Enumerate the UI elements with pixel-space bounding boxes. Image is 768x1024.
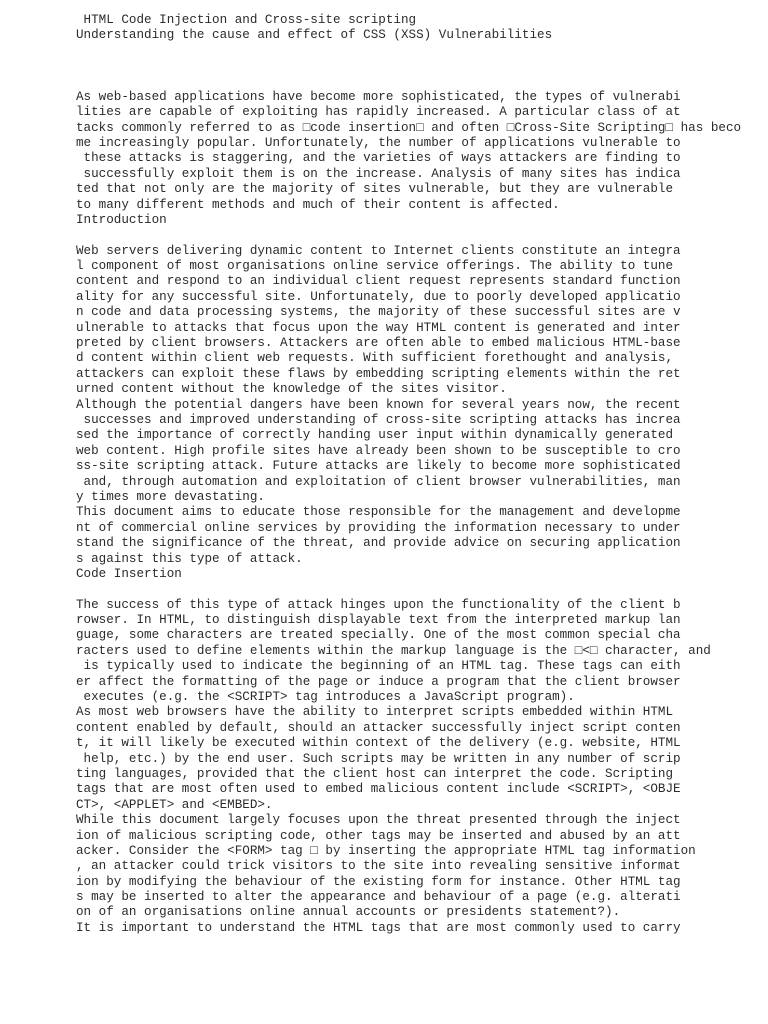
- text-line: Although the potential dangers have been known for several years now, the recent: [76, 397, 681, 412]
- abstract-paragraph: [76, 90, 766, 213]
- text-line: Web servers delivering dynamic content to Internet clients constitute an integra: [76, 243, 681, 258]
- text-line: er affect the formatting of the page or induce a program that the client browser: [76, 674, 681, 689]
- text-line: successfully exploit them is on the increase. Analysis of many sites has indica: [76, 166, 681, 181]
- text-line: me increasingly popular. Unfortunately, the number of applications vulnerable to: [76, 135, 681, 150]
- text-line: tags that are most often used to embed malicious content include <SCRIPT>, <OBJE: [76, 782, 681, 797]
- text-line: ion by modifying the behaviour of the existing form for instance. Other HTML tag: [76, 874, 681, 889]
- text-line: stand the significance of the threat, and provide advice on securing application: [76, 536, 681, 551]
- text-line: to many different methods and much of their content is affected.: [76, 197, 560, 212]
- text-line: help, etc.) by the end user. Such scripts may be written in any number of scrip: [76, 751, 681, 766]
- text-line: ion of malicious scripting code, other tags may be inserted and abused by an att: [76, 828, 681, 843]
- text-line: s against this type of attack.: [76, 551, 303, 566]
- text-line: web content. High profile sites have already been shown to be susceptible to cro: [76, 443, 681, 458]
- text-line: , an attacker could trick visitors to the site into revealing sensitive informat: [76, 859, 681, 874]
- text-line: successes and improved understanding of cross-site scripting attacks has increa: [76, 412, 681, 427]
- spacer: [76, 44, 766, 90]
- text-line: ss-site scripting attack. Future attacks are likely to become more sophisticated: [76, 459, 681, 474]
- text-line: d content within client web requests. With sufficient forethought and analysis,: [76, 351, 674, 366]
- text-line: is typically used to indicate the beginning of an HTML tag. These tags can eith: [76, 659, 681, 674]
- text-line: It is important to understand the HTML tags that are most commonly used to carry: [76, 920, 681, 935]
- text-line: on of an organisations online annual accounts or presidents statement?).: [76, 905, 621, 920]
- text-line: This document aims to educate those responsible for the management and developme: [76, 505, 681, 520]
- text-line: ting languages, provided that the client host can interpret the code. Scripting: [76, 766, 674, 781]
- text-line: content and respond to an individual client request represents standard function: [76, 274, 681, 289]
- text-line: t, it will likely be executed within context of the delivery (e.g. website, HTML: [76, 736, 681, 751]
- text-line: y times more devastating.: [76, 489, 265, 504]
- text-line: ted that not only are the majority of sites vulnerable, but they are vulnerable: [76, 182, 674, 197]
- section-heading-introduction: Introduction: [76, 212, 167, 227]
- text-line: rowser. In HTML, to distinguish displayable text from the interpreted markup lan: [76, 613, 681, 628]
- text-line: The success of this type of attack hinges upon the functionality of the client b: [76, 597, 681, 612]
- text-line: ulnerable to attacks that focus upon the way HTML content is generated and inter: [76, 320, 681, 335]
- text-line: racters used to define elements within the markup language is the □<□ character, and: [76, 643, 711, 658]
- code-insertion-section: [76, 598, 766, 937]
- text-line: preted by client browsers. Attackers are often able to embed malicious HTML-base: [76, 336, 681, 351]
- text-line: As web-based applications have become more sophisticated, the types of vulnerabi: [76, 89, 681, 104]
- text-line: nt of commercial online services by providing the information necessary to under: [76, 520, 681, 535]
- text-line: urned content without the knowledge of the sites visitor.: [76, 382, 507, 397]
- text-line: sed the importance of correctly handing user input within dynamically generated: [76, 428, 674, 443]
- text-line: n code and data processing systems, the majority of these successful sites are v: [76, 305, 681, 320]
- text-line: CT>, <APPLET> and <EMBED>.: [76, 797, 273, 812]
- text-line: attackers can exploit these flaws by embedding scripting elements within the ret: [76, 366, 681, 381]
- text-line: tacks commonly referred to as □code insertion□ and often □Cross-Site Scripting□ has beco: [76, 120, 742, 135]
- text-line: s may be inserted to alter the appearance and behaviour of a page (e.g. alterati: [76, 890, 681, 905]
- spacer: [76, 582, 766, 597]
- text-line: lities are capable of exploiting has rapidly increased. A particular class of at: [76, 105, 681, 120]
- introduction-section: [76, 244, 766, 567]
- text-line: guage, some characters are treated specially. One of the most common special cha: [76, 628, 681, 643]
- spacer: [76, 228, 766, 243]
- document-title: HTML Code Injection and Cross-site scripting: [76, 13, 417, 27]
- text-line: l component of most organisations online service offerings. The ability to tune: [76, 259, 674, 274]
- document-page: [76, 13, 766, 936]
- section-heading-code-insertion: Code Insertion: [76, 566, 182, 581]
- text-line: and, through automation and exploitation of client browser vulnerabilities, man: [76, 474, 681, 489]
- text-line: While this document largely focuses upon the threat presented through the inject: [76, 813, 681, 828]
- text-line: acker. Consider the <FORM> tag □ by inserting the appropriate HTML tag information: [76, 843, 696, 858]
- text-line: content enabled by default, should an attacker successfully inject script conten: [76, 720, 681, 735]
- text-line: ality for any successful site. Unfortunately, due to poorly developed applicatio: [76, 289, 681, 304]
- text-line: executes (e.g. the <SCRIPT> tag introduces a JavaScript program).: [76, 690, 575, 705]
- text-line: As most web browsers have the ability to interpret scripts embedded within HTML: [76, 705, 674, 720]
- document-subtitle: Understanding the cause and effect of CSS (XSS) Vulnerabilities: [76, 28, 553, 43]
- text-line: these attacks is staggering, and the varieties of ways attackers are finding to: [76, 151, 681, 166]
